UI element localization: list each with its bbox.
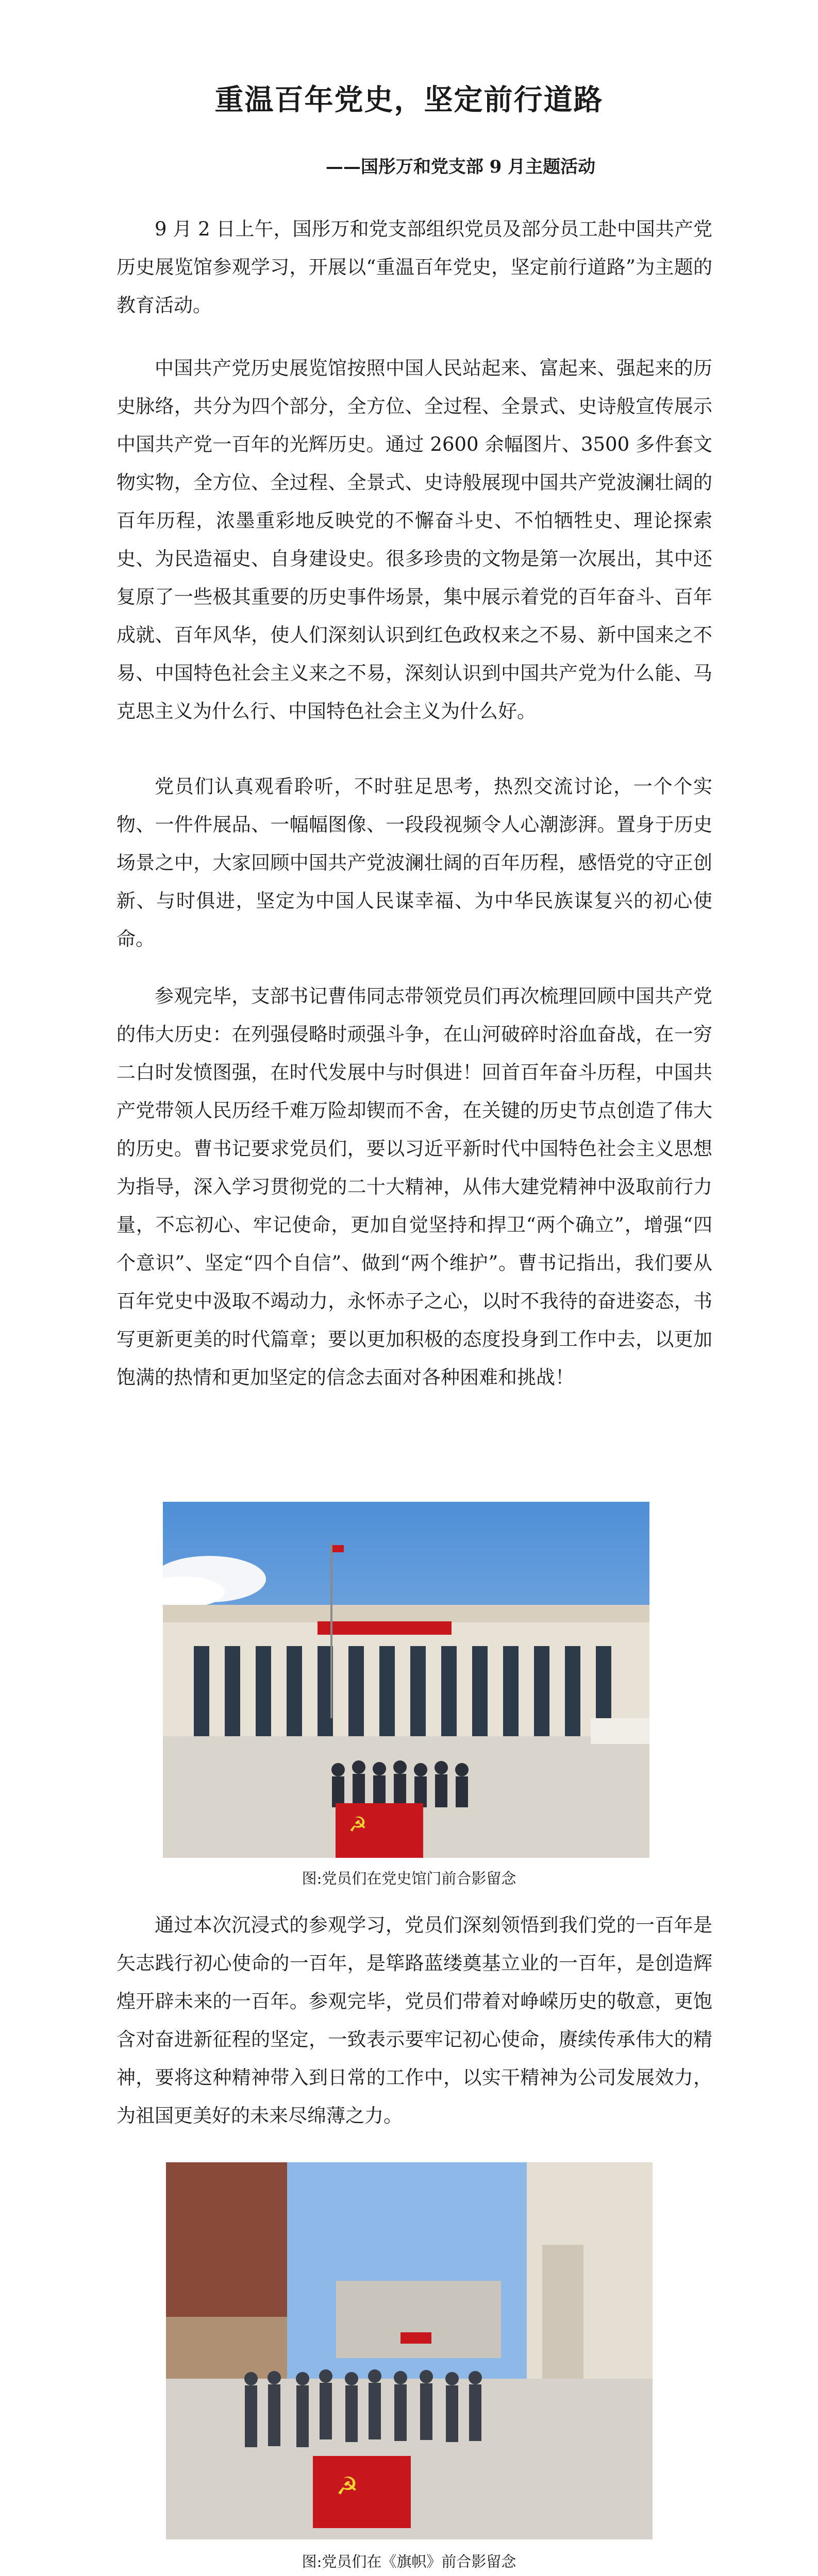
photo-banner-sculpture-graphic <box>166 2162 653 2539</box>
svg-text:☭: ☭ <box>348 1813 367 1837</box>
photo-museum-entrance-caption: 图:党员们在党史馆门前合影留念 <box>302 1870 516 1887</box>
paragraph-visit: 党员们认真观看聆听，不时驻足思考，热烈交流讨论，一个个实物、一件件展品、一幅幅图像、一段段视频令人心潮澎湃。置身于历史场景之中，大家回顾中国共产党波澜壮阔的百年历程，感悟党的守正创新、与时俱进，坚定为中国人民谋幸福、为中华民族谋复兴的初心使命。 <box>116 775 712 950</box>
article-title: 重温百年党史，坚定前行道路 <box>214 83 604 117</box>
photo-banner-sculpture-caption: 图:党员们在《旗帜》前合影留念 <box>302 2553 516 2570</box>
svg-text:☭: ☭ <box>336 2472 359 2501</box>
photo-museum-entrance <box>163 1502 649 1858</box>
article-subtitle: ——国彤万和党支部 9 月主题活动 <box>325 157 596 177</box>
photo-museum-entrance-graphic <box>163 1502 649 1858</box>
paragraph-conclusion: 通过本次沉浸式的参观学习，党员们深刻领悟到我们党的一百年是矢志践行初心使命的一百年，是筚路蓝缕奠基立业的一百年，是创造辉煌开辟未来的一百年。参观完毕，党员们带着对峥嵘历史的敬意，更饱含对奋进新征程的坚定，一致表示要牢记初心使命，赓续传承伟大的精神，要将这种精神带入到日常的工作中，以实干精神为公司发展效力，为祖国更美好的未来尽绵薄之力。 <box>116 1914 712 2127</box>
photo-banner-sculpture <box>166 2162 653 2539</box>
paragraph-museum: 中国共产党历史展览馆按照中国人民站起来、富起来、强起来的历史脉络，共分为四个部分，全方位、全过程、全景式、史诗般宣传展示中国共产党一百年的光辉历史。通过 2600 余幅图片、3500 多件套文物实物，全方位、全过程、全景式、史诗般展现中国共产党波澜壮阔的百年历程，浓墨重彩地反映党的不懈奋斗史、不怕牺牲史、理论探索史、为民造福史、自身建设史。很多珍贵的文物是第一次展出，其中还复原了一些极其重要的历史事件场景，集中展示着党的百年奋斗、百年成就、百年风华，使人们深刻认识到红色政权来之不易、新中国来之不易、中国特色社会主义来之不易，深刻认识到中国共产党为什么能、马克思主义为什么行、中国特色社会主义为什么好。 <box>116 357 712 722</box>
paragraph-intro: 9 月 2 日上午，国彤万和党支部组织党员及部分员工赴中国共产党历史展览馆参观学习，开展以“重温百年党史，坚定前行道路”为主题的教育活动。 <box>116 218 712 316</box>
paragraph-review: 参观完毕，支部书记曹伟同志带领党员们再次梳理回顾中国共产党的伟大历史：在列强侵略时顽强斗争，在山河破碎时浴血奋战，在一穷二白时发愤图强，在时代发展中与时俱进！回首百年奋斗历程，中国共产党带领人民历经千难万险却锲而不舍，在关键的历史节点创造了伟大的历史。曹书记要求党员们，要以习近平新时代中国特色社会主义思想为指导，深入学习贯彻党的二十大精神，从伟大建党精神中汲取前行力量，不忘初心、牢记使命，更加自觉坚持和捍卫“两个确立”，增强“四个意识”、坚定“四个自信”、做到“两个维护”。曹书记指出，我们要从百年党史中汲取不竭动力，永怀赤子之心，以时不我待的奋进姿态，书写更新更美的时代篇章；要以更加积极的态度投身到工作中去，以更加饱满的热情和更加坚定的信念去面对各种困难和挑战！ <box>116 985 712 1388</box>
